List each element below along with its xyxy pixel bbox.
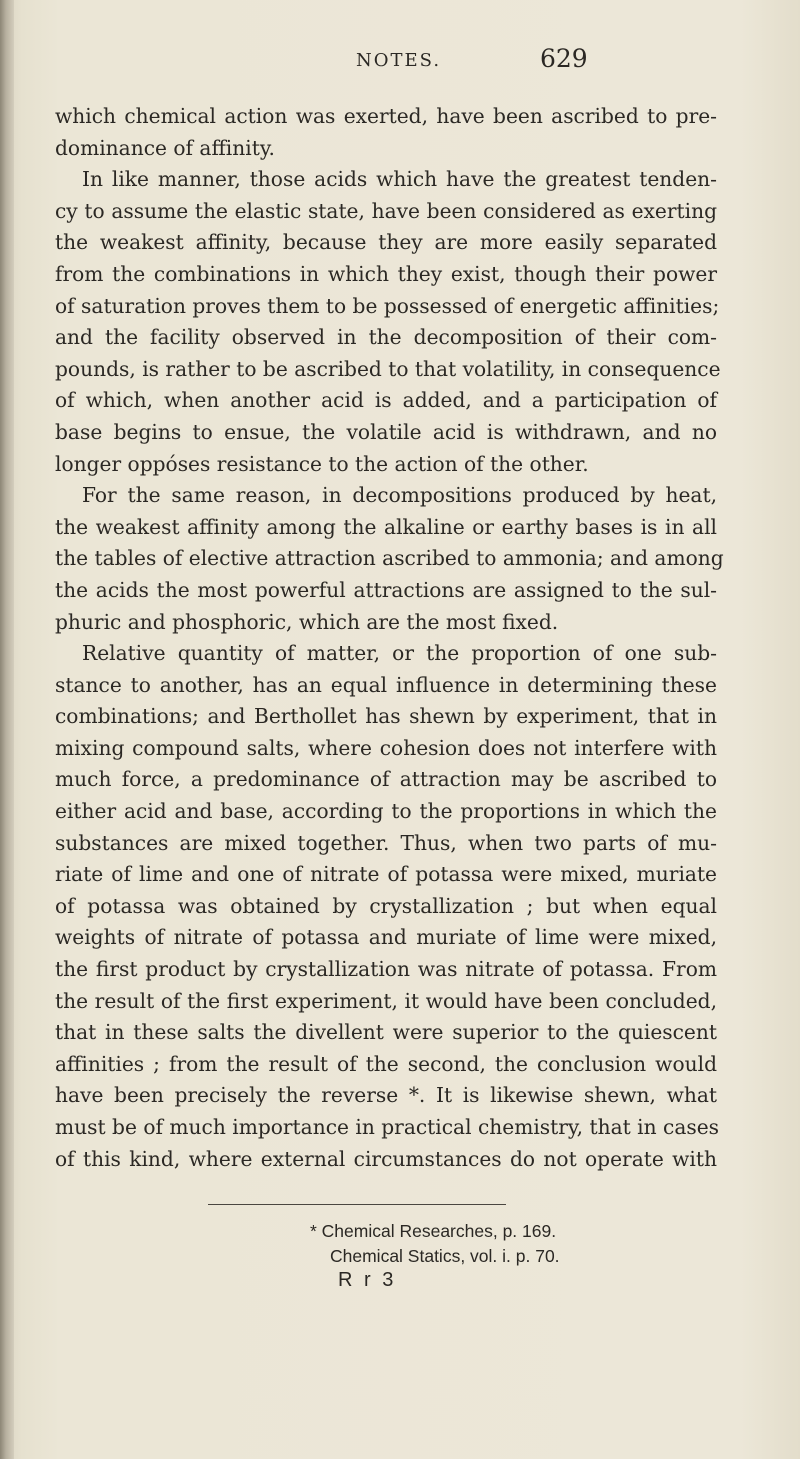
text-line: For the same reason, in decompositions produced by heat, bbox=[82, 483, 717, 508]
footnote: * Chemical Researches, p. 169. bbox=[310, 1221, 557, 1241]
text-line: pounds, is rather to be ascribed to that volatility, in consequence bbox=[55, 356, 721, 381]
text-line: the acids the most powerful attractions are assigned to the sul- bbox=[55, 577, 717, 602]
text-line: substances are mixed together. Thus, when two parts of mu- bbox=[55, 830, 717, 855]
text-line: of this kind, where external circumstances do not operate with bbox=[55, 1146, 717, 1171]
signature-mark: R r 3 bbox=[338, 1269, 397, 1291]
text-line: base begins to ensue, the volatile acid is withdrawn, and no bbox=[55, 419, 717, 444]
text-line: of potassa was obtained by crystallization ; but when equal bbox=[55, 893, 717, 918]
text-line: longer oppóses resistance to the action of the other. bbox=[55, 451, 589, 476]
text-line: have been precisely the reverse *. It is likewise shewn, what bbox=[55, 1083, 717, 1108]
page-number: 629 bbox=[540, 44, 588, 73]
running-head: NOTES. bbox=[356, 50, 442, 71]
text-line: the result of the first experiment, it would have been concluded, bbox=[55, 988, 717, 1013]
text-line: the tables of elective attraction ascribed to ammonia; and among bbox=[55, 546, 724, 571]
text-line: of which, when another acid is added, and a participation of bbox=[55, 388, 717, 413]
text-line: mixing compound salts, where cohesion does not interfere with bbox=[55, 735, 717, 760]
text-line: riate of lime and one of nitrate of potassa were mixed, muriate bbox=[55, 862, 717, 887]
text-line: the first product by crystallization was nitrate of potassa. From bbox=[55, 957, 717, 982]
page-header bbox=[0, 44, 800, 84]
text-line: of saturation proves them to be possessed of energetic affinities; bbox=[55, 293, 720, 318]
text-line: affinities ; from the result of the second, the conclusion would bbox=[55, 1051, 717, 1076]
text-line: which chemical action was exerted, have been ascribed to pre- bbox=[55, 104, 717, 128]
text-line: combinations; and Berthollet has shewn by experiment, that in bbox=[55, 704, 717, 729]
text-line: the weakest affinity among the alkaline or earthy bases is in all bbox=[55, 514, 717, 539]
page-binding-edge bbox=[0, 0, 14, 1459]
text-line: stance to another, has an equal influence in determining these bbox=[55, 672, 717, 697]
text-line: cy to assume the elastic state, have been considered as exerting bbox=[55, 198, 717, 223]
text-line: either acid and base, according to the proportions in which the bbox=[55, 799, 717, 824]
footnote-rule bbox=[208, 1204, 506, 1205]
text-line: and the facility observed in the decomposition of their com- bbox=[55, 325, 717, 350]
text-line: that in these salts the divellent were superior to the quiescent bbox=[55, 1020, 717, 1045]
body-text bbox=[55, 101, 724, 1175]
footnotes bbox=[310, 1219, 560, 1269]
text-line: phuric and phosphoric, which are the most fixed. bbox=[55, 609, 559, 634]
text-line: dominance of affinity. bbox=[55, 135, 275, 160]
text-line: In like manner, those acids which have the greatest tenden- bbox=[82, 167, 717, 192]
text-line: weights of nitrate of potassa and muriate of lime were mixed, bbox=[55, 925, 717, 950]
text-line: must be of much importance in practical chemistry, that in cases bbox=[55, 1115, 720, 1139]
text-line: Relative quantity of matter, or the proportion of one sub- bbox=[82, 641, 717, 666]
text-line: from the combinations in which they exist, though their power bbox=[55, 261, 717, 286]
footnote: Chemical Statics, vol. i. p. 70. bbox=[330, 1246, 560, 1266]
text-line: much force, a predominance of attraction may be ascribed to bbox=[55, 767, 717, 792]
text-line: the weakest affinity, because they are more easily separated bbox=[55, 230, 717, 255]
